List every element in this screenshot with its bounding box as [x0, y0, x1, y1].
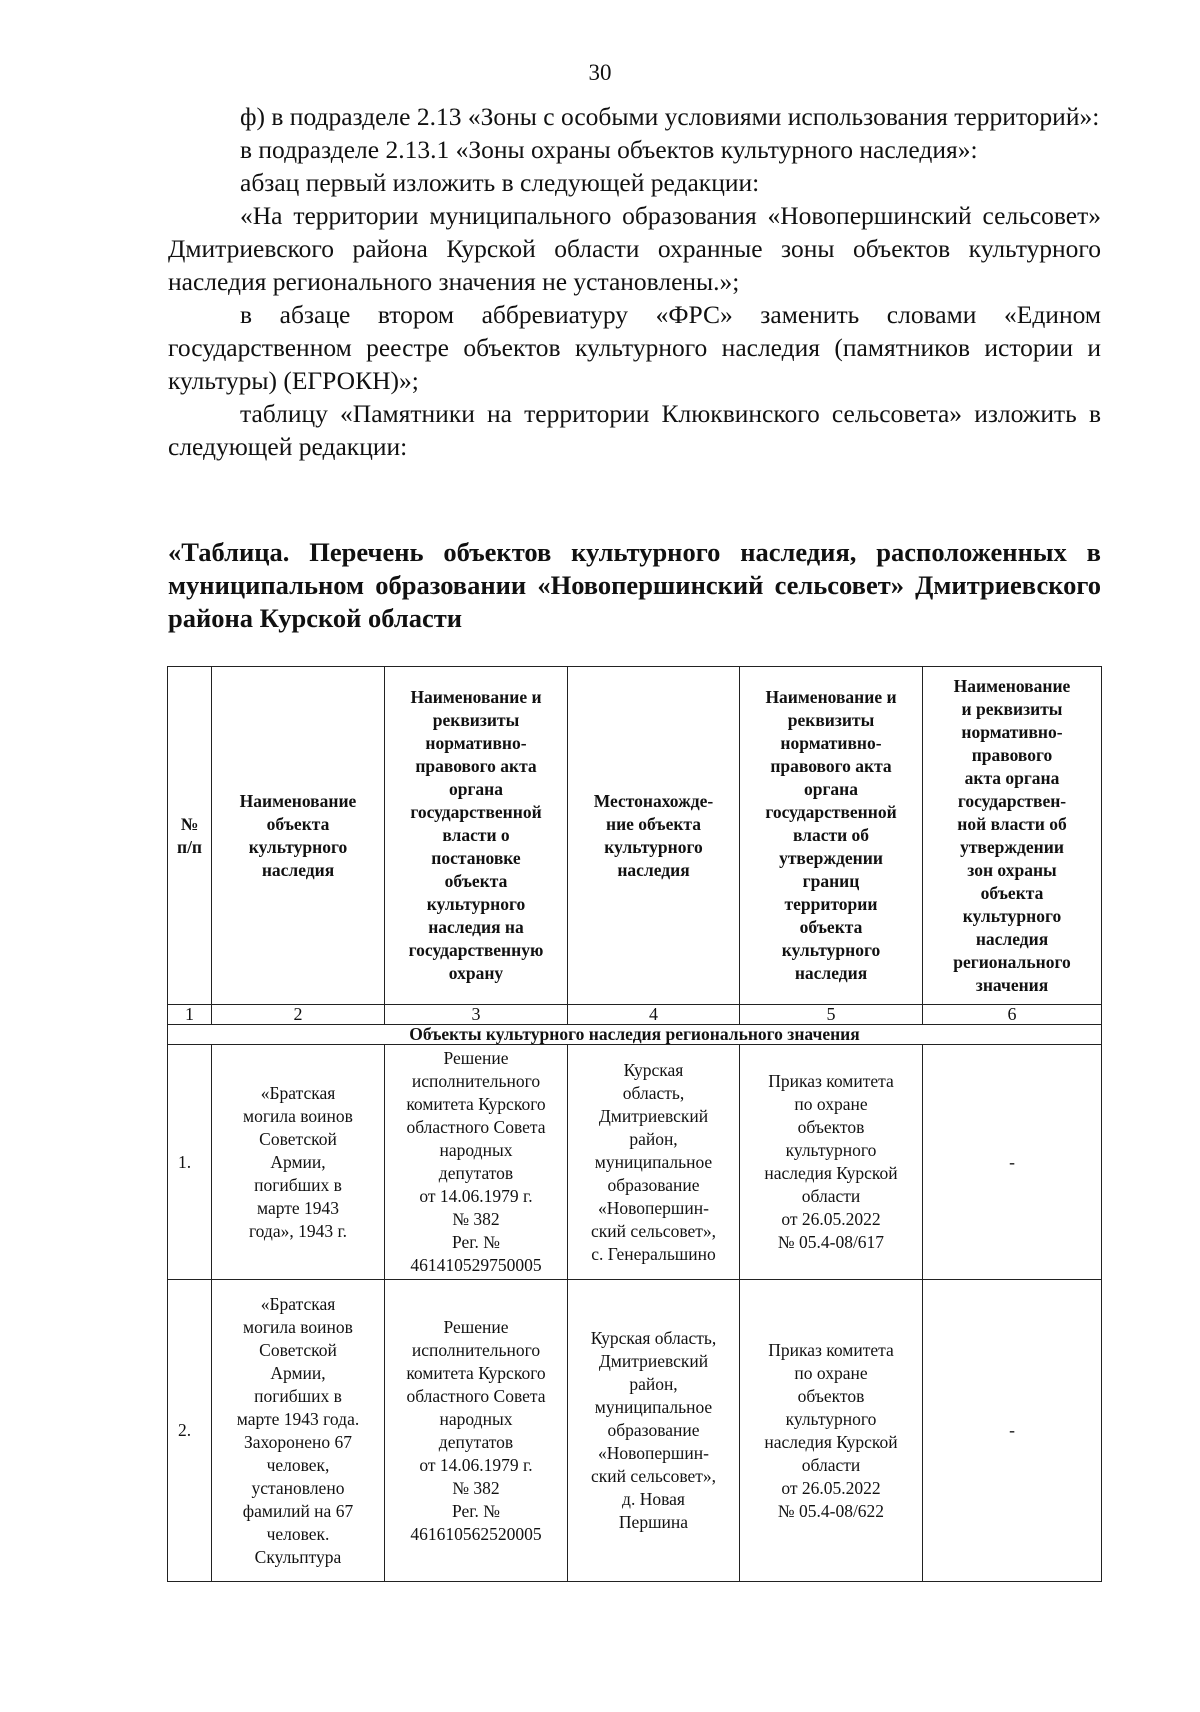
column-number: 6	[923, 1005, 1102, 1025]
column-number: 3	[385, 1005, 568, 1025]
page-number: 30	[588, 60, 612, 85]
header-number: № п/п	[168, 667, 212, 1005]
object-name: «Братская могила воинов Советской Армии, погибших в марте 1943 года», 1943 г.	[212, 1045, 385, 1280]
protection-zone-act: -	[923, 1045, 1102, 1280]
column-number: 5	[740, 1005, 923, 1025]
header-territory-act: Наименование и реквизиты нормативно- правового акта органа государственной власти об утверждении границ территории объекта культурного наследия	[740, 667, 923, 1005]
paragraph-subsection-2-13-1: в подразделе 2.13.1 «Зоны охраны объектов культурного наследия»:	[240, 135, 978, 164]
column-number: 4	[568, 1005, 740, 1025]
header-registration-act: Наименование и реквизиты нормативно- правового акта органа государственной власти о постановке объекта культурного наследия на государственную охрану	[385, 667, 568, 1005]
territory-act: Приказ комитета по охране объектов культурного наследия Курской области от 26.05.2022 № 05.4-08/617	[740, 1045, 923, 1280]
column-number-row	[168, 1005, 1102, 1025]
header-protection-zone-act: Наименование и реквизиты нормативно- правового акта органа государствен- ной власти об утверждении зон охраны объекта культурного наследия регионального значения	[923, 667, 1102, 1005]
table-row	[168, 1280, 1102, 1582]
registration-act: Решение исполнительного комитета Курского областного Совета народных депутатов от 14.06.1979 г. № 382 Рег. № 461610562520005	[385, 1280, 568, 1582]
body-text	[168, 100, 1101, 463]
header-location: Местонахожде- ние объекта культурного наследия	[568, 667, 740, 1005]
object-location: Курская область, Дмитриевский район, муниципальное образование «Новопершин- ский сельсовет», д. Новая Першина	[568, 1280, 740, 1582]
table-title: «Таблица. Перечень объектов культурного наследия, расположенных в муниципальном образовании «Новопершинский сельсовет» Дмитриевского района Курской области	[168, 537, 1101, 633]
column-number: 1	[168, 1005, 212, 1025]
section-title: Объекты культурного наследия регионального значения	[168, 1025, 1102, 1045]
column-number: 2	[212, 1005, 385, 1025]
object-location: Курская область, Дмитриевский район, муниципальное образование «Новопершин- ский сельсовет», с. Генеральшино	[568, 1045, 740, 1280]
heritage-objects-table	[167, 666, 1102, 1582]
paragraph-new-wording: «На территории муниципального образования «Новопершинский сельсовет» Дмитриевского района Курской области охранные зоны объектов культурного наследия регионального значения не установлены.»;	[168, 201, 1101, 296]
object-name: «Братская могила воинов Советской Армии, погибших в марте 1943 года. Захоронено 67 человек, установлено фамилий на 67 человек. Скульптура	[212, 1280, 385, 1582]
paragraph-first-abzac: абзац первый изложить в следующей редакции:	[240, 168, 760, 197]
paragraph-second-abzac: в абзаце втором аббревиатуру «ФРС» заменить словами «Едином государственном реестре объектов культурного наследия (памятников истории и культуры) (ЕГРОКН)»;	[168, 300, 1101, 395]
header-object-name: Наименование объекта культурного наследия	[212, 667, 385, 1005]
territory-act: Приказ комитета по охране объектов культурного наследия Курской области от 26.05.2022 № 05.4-08/622	[740, 1280, 923, 1582]
table-row	[168, 1045, 1102, 1280]
paragraph-table-replace: таблицу «Памятники на территории Клюквинского сельсовета» изложить в следующей редакции:	[168, 399, 1101, 461]
section-row	[168, 1025, 1102, 1045]
registration-act: Решение исполнительного комитета Курского областного Совета народных депутатов от 14.06.1979 г. № 382 Рег. № 461410529750005	[385, 1045, 568, 1280]
paragraph-subsection-2-13: ф) в подразделе 2.13 «Зоны с особыми условиями использования территорий»:	[240, 102, 1100, 131]
row-number: 2.	[168, 1280, 212, 1582]
row-number: 1.	[168, 1045, 212, 1280]
table-header-row	[168, 667, 1102, 1005]
protection-zone-act: -	[923, 1280, 1102, 1582]
